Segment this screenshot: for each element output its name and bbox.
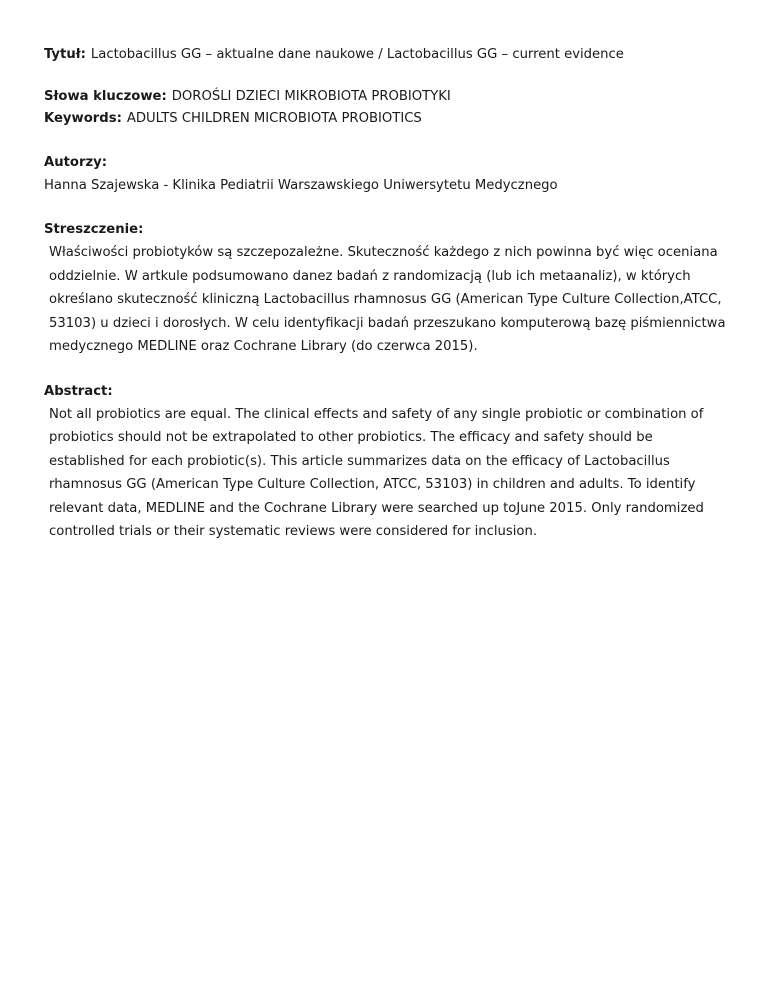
keywords-en-label: Keywords: — [44, 111, 122, 126]
abstract-pl-section — [44, 219, 728, 359]
title-label: Tytuł: — [44, 47, 86, 62]
keywords-en-row — [44, 108, 728, 130]
title-value: Lactobacillus GG – aktualne dane naukowe / Lactobacillus GG – current evidence — [90, 47, 624, 62]
authors-label: Autorzy: — [44, 155, 108, 170]
authors-value: Hanna Szajewska - Klinika Pediatrii Warszawskiego Uniwersytetu Medycznego — [44, 178, 558, 193]
keywords-en-value: ADULTS CHILDREN MICROBIOTA PROBIOTICS — [126, 111, 422, 126]
keywords-pl-row — [44, 86, 728, 108]
abstract-en-text: Not all probiotics are equal. The clinical effects and safety of any single probiotic or combination of probiotics should not be extrapolated to other probiotics. The efficacy and safety should be established for each probiotic(s). This article summarizes data on the efficacy of Lactobacillus rhamnosus GG (American Type Culture Collection, ATCC, 53103) in children and adults. To identify relevant data, MEDLINE and the Cochrane Library were searched up toJune 2015. Only randomized controlled trials or their systematic reviews were considered for inclusion. — [49, 406, 704, 539]
abstract-pl-text: Właściwości probiotyków są szczepozależne. Skuteczność każdego z nich powinna być więc oceniana oddzielnie. W artkule podsumowano danez badań z randomizacją (lub ich metaanaliz), w których określano skuteczność kliniczną Lactobacillus rhamnosus GG (American Type Culture Collection,ATCC, 53103) u dzieci i dorosłych. W celu identyfikacji badań przeszukano komputerową bazę piśmiennictwa medycznego MEDLINE oraz Cochrane Library (do czerwca 2015). — [49, 245, 726, 354]
keywords-pl-value: DOROŚLI DZIECI MIKROBIOTA PROBIOTYKI — [171, 89, 451, 104]
abstract-pl-label: Streszczenie: — [44, 222, 144, 237]
title-row — [44, 44, 728, 66]
keywords-pl-label: Słowa kluczowe: — [44, 89, 167, 104]
abstract-en-label: Abstract: — [44, 383, 113, 399]
authors-section — [44, 152, 728, 197]
abstract-en-section — [44, 381, 728, 544]
